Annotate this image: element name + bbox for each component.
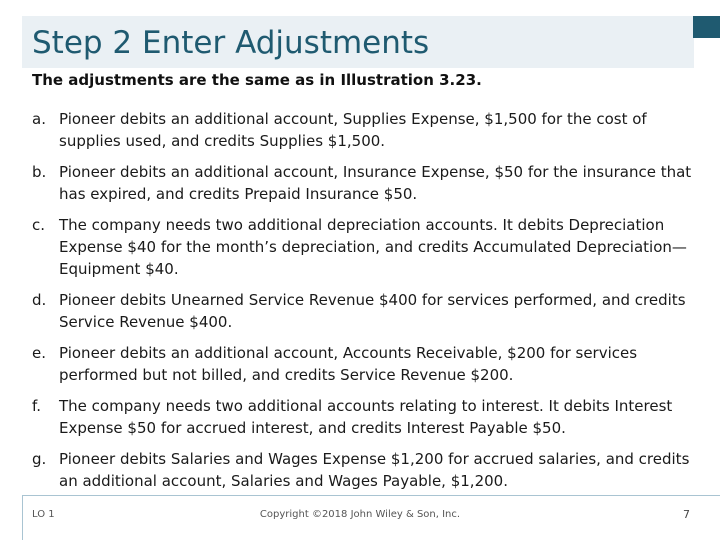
list-item-a [32, 108, 704, 152]
learning-objective-label: LO 1 [32, 509, 55, 520]
list-item-b [32, 161, 704, 205]
item-letter: c. [32, 216, 46, 234]
item-letter: e. [32, 344, 46, 362]
item-letter: f. [32, 397, 41, 415]
item-letter: a. [32, 110, 46, 128]
footer-divider [22, 495, 720, 496]
copyright-notice: Copyright ©2018 John Wiley & Son, Inc. [259, 509, 461, 520]
item-letter: b. [32, 163, 47, 181]
adjustments-list [32, 108, 704, 501]
item-text: The company needs two additional accounts relating to interest. It debits Interest Expense $50 for accrued interest, and credits Interest Payable $50. [59, 397, 673, 437]
list-item-e [32, 342, 704, 386]
item-letter: g. [32, 450, 47, 468]
item-text: Pioneer debits Salaries and Wages Expense $1,200 for accrued salaries, and credits an additional account, Salaries and Wages Payable, $1,200. [59, 450, 690, 490]
item-text: Pioneer debits an additional account, Supplies Expense, $1,500 for the cost of supplies used, and credits Supplies $1,500. [59, 110, 647, 150]
list-item-d [32, 289, 704, 333]
item-text: Pioneer debits Unearned Service Revenue $400 for services performed, and credits Service Revenue $400. [59, 291, 686, 331]
list-item-c [32, 214, 704, 280]
item-letter: d. [32, 291, 47, 309]
slide-title: Step 2 Enter Adjustments [32, 25, 430, 61]
list-item-g [32, 448, 704, 492]
item-text: Pioneer debits an additional account, Accounts Receivable, $200 for services performed but not billed, and credits Service Revenue $200. [59, 344, 638, 384]
slide-subtitle: The adjustments are the same as in Illustration 3.23. [32, 71, 482, 89]
corner-accent [693, 16, 720, 38]
page-number: 7 [683, 508, 690, 521]
list-item-f [32, 395, 704, 439]
item-text: Pioneer debits an additional account, Insurance Expense, $50 for the insurance that has expired, and credits Prepaid Insurance $50. [59, 163, 692, 203]
item-text: The company needs two additional depreciation accounts. It debits Depreciation Expense $40 for the month’s depreciation, and credits Accumulated Depreciation—Equipment $40. [59, 216, 687, 278]
